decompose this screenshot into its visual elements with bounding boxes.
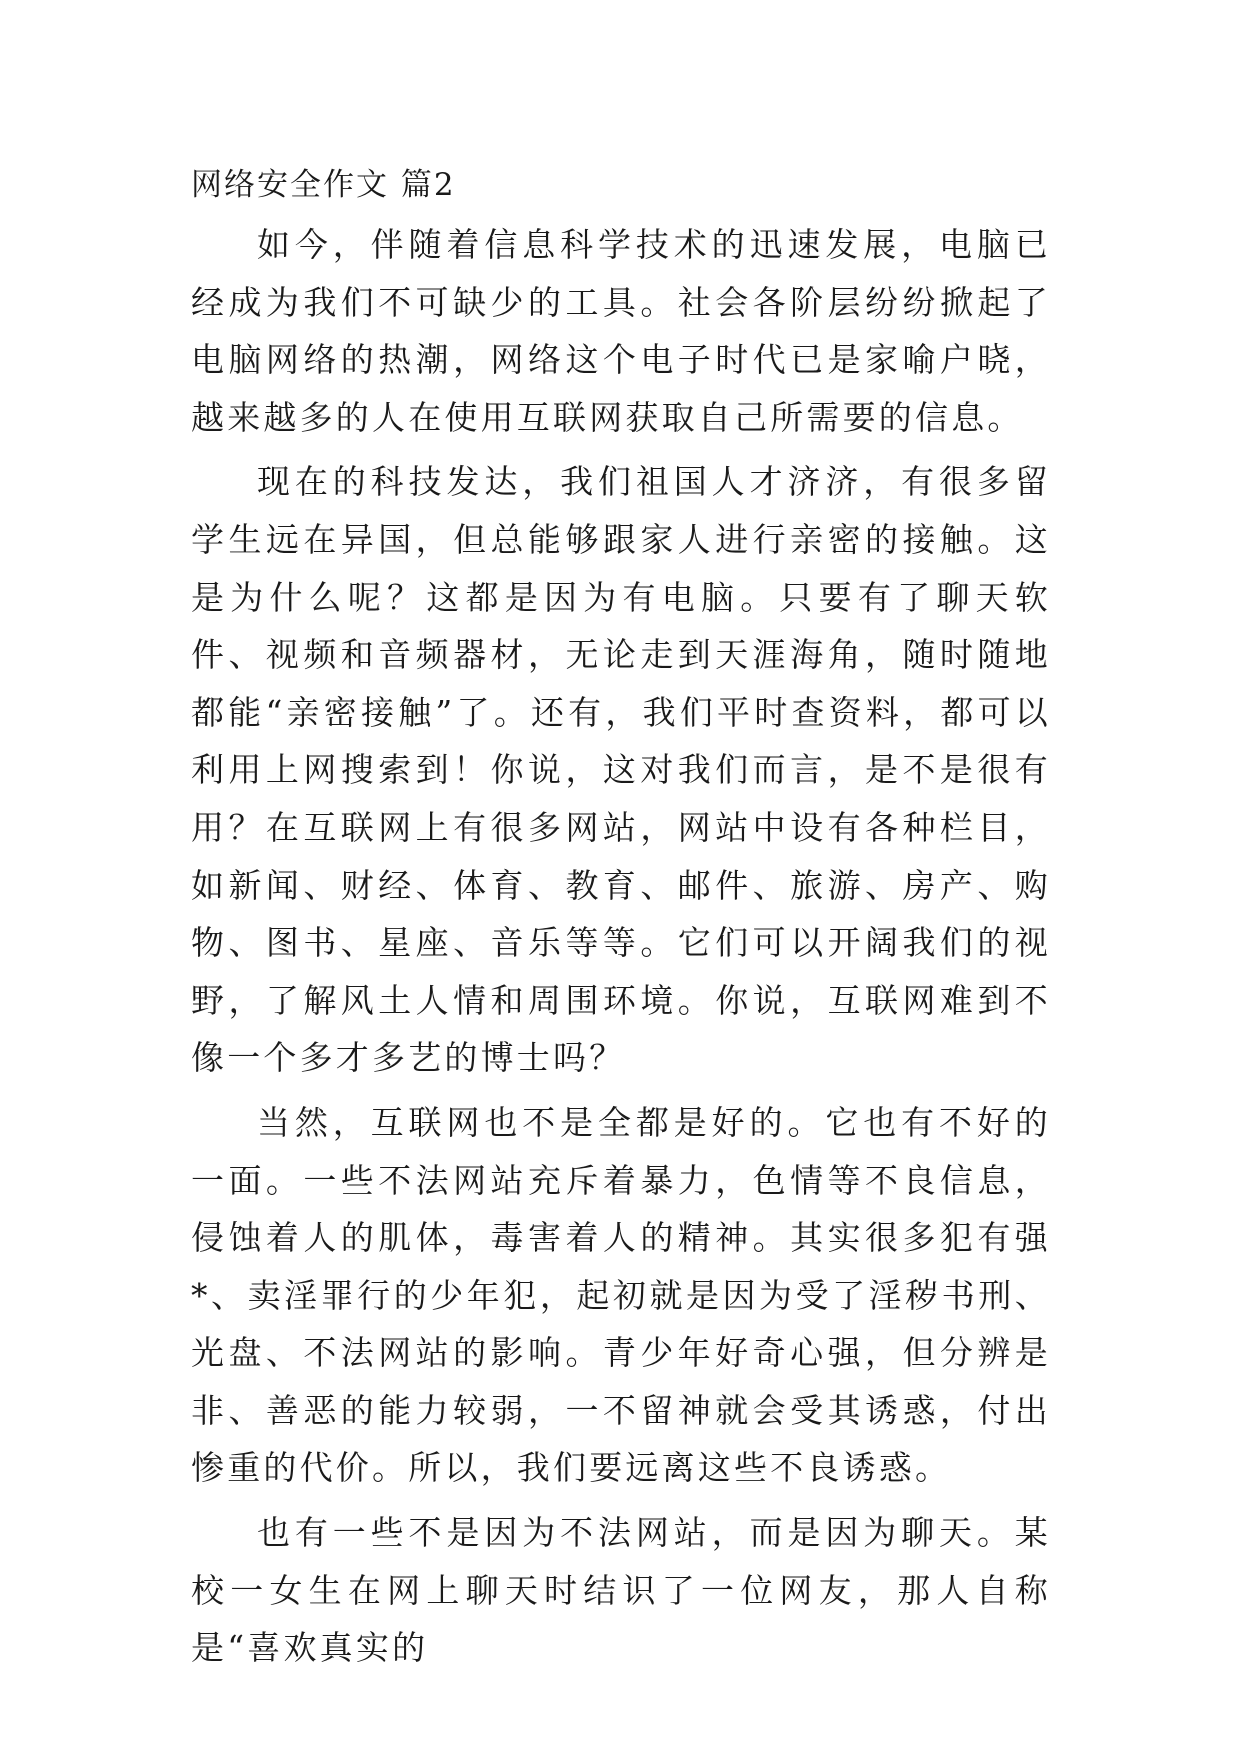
document-title: 网络安全作文 篇2 xyxy=(191,167,456,203)
paragraph-4: 也有一些不是因为不法网站，而是因为聊天。某校一女生在网上聊天时结识了一位网友，那人自称是“喜欢真实的 xyxy=(191,1513,1051,1668)
paragraph-1: 如今，伴随着信息科学技术的迅速发展，电脑已经成为我们不可缺少的工具。社会各阶层纷纷掀起了电脑网络的热潮，网络这个电子时代已是家喻户晓，越来越多的人在使用互联网获取自己所需要的信息。 xyxy=(191,225,1051,437)
document-body xyxy=(191,160,1051,1684)
paragraph-3: 当然，互联网也不是全都是好的。它也有不好的一面。一些不法网站充斥着暴力，色情等不良信息，侵蚀着人的肌体，毒害着人的精神。其实很多犯有强*、卖淫罪行的少年犯，起初就是因为受了淫秽书刑、光盘、不法网站的影响。青少年好奇心强，但分辨是非、善恶的能力较弱，一不留神就会受其诱惑，付出惨重的代价。所以，我们要远离这些不良诱惑。 xyxy=(191,1102,1051,1488)
paragraph-2: 现在的科技发达，我们祖国人才济济，有很多留学生远在异国，但总能够跟家人进行亲密的接触。这是为什么呢？这都是因为有电脑。只要有了聊天软件、视频和音频器材，无论走到天涯海角，随时随地都能“亲密接触”了。还有，我们平时查资料，都可以利用上网搜索到！你说，这对我们而言，是不是很有用？在互联网上有很多网站，网站中设有各种栏目，如新闻、财经、体育、教育、邮件、旅游、房产、购物、图书、星座、音乐等等。它们可以开阔我们的视野，了解风土人情和周围环境。你说，互联网难到不像一个多才多艺的博士吗？ xyxy=(191,462,1051,1078)
